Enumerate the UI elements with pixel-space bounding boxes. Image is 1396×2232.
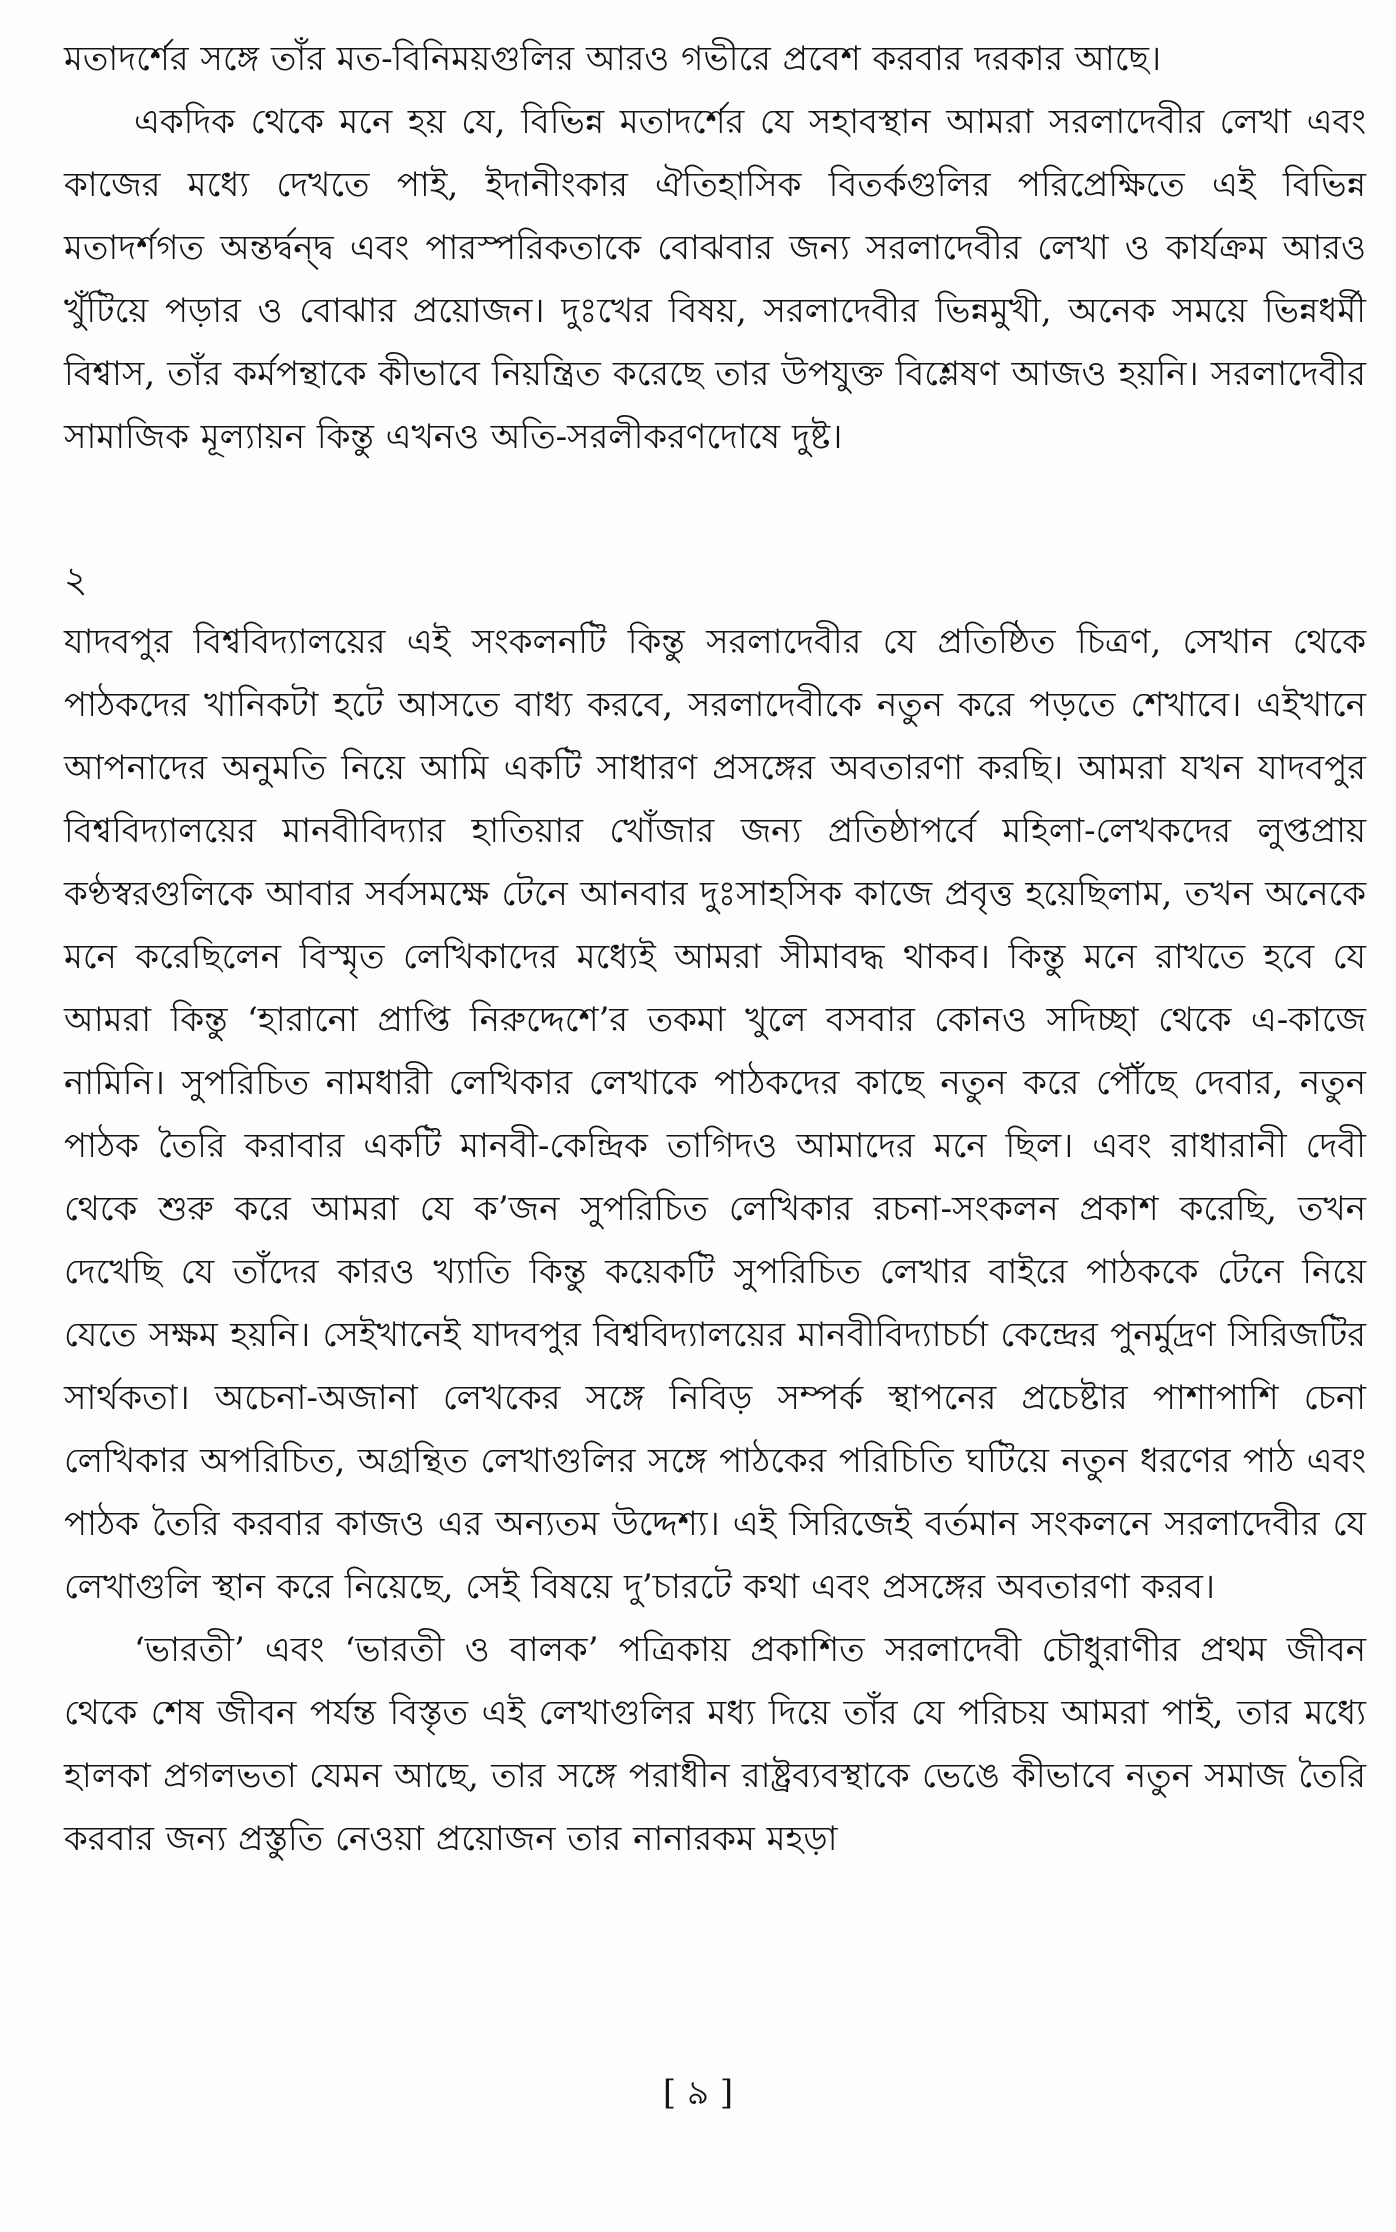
paragraph-jadavpur-collection: যাদবপুর বিশ্ববিদ্যালয়ের এই সংকলনটি কিন্তু সরলাদেবীর যে প্রতিষ্ঠিত চিত্রণ, সেখান থেকে পাঠকদের খানিকটা হটে আসতে বাধ্য করবে, সরলাদেবীকে নতুন করে পড়তে শেখাবে। এইখানে আপনাদের অনুমতি নিয়ে আমি একটি সাধারণ প্রসঙ্গের অবতারণা করছি। আমরা যখন যাদবপুর বিশ্ববিদ্যালয়ের মানবীবিদ্যার হাতিয়ার খোঁজার জন্য প্রতিষ্ঠাপর্বে মহিলা-লেখকদের লুপ্তপ্রায় কণ্ঠস্বরগুলিকে আবার সর্বসমক্ষে টেনে আনবার দুঃসাহসিক কাজে প্রবৃত্ত হয়েছিলাম, তখন অনেকে মনে করেছিলেন বিস্মৃত লেখিকাদের মধ্যেই আমরা সীমাবদ্ধ থাকব। কিন্তু মনে রাখতে হবে যে আমরা কিন্তু ‘হারানো প্রাপ্তি নিরুদ্দেশে’র তকমা খুলে বসবার কোনও সদিচ্ছা থেকে এ-কাজে নামিনি। সুপরিচিত নামধারী লেখিকার লেখাকে পাঠকদের কাছে নতুন করে পৌঁছে দেবার, নতুন পাঠক তৈরি করাবার একটি মানবী-কেন্দ্রিক তাগিদও আমাদের মনে ছিল। এবং রাধারানী দেবী থেকে শুরু করে আমরা যে ক’জন সুপরিচিত লেখিকার রচনা-সংকলন প্রকাশ করেছি, তখন দেখেছি যে তাঁদের কারও খ্যাতি কিন্তু কয়েকটি সুপরিচিত লেখার বাইরে পাঠককে টেনে নিয়ে যেতে সক্ষম হয়নি। সেইখানেই যাদবপুর বিশ্ববিদ্যালয়ের মানবীবিদ্যাচর্চা কেন্দ্রের পুনর্মুদ্রণ সিরিজটির সার্থকতা। অচেনা-অজানা লেখকের সঙ্গে নিবিড় সম্পর্ক স্থাপনের প্রচেষ্টার পাশাপাশি চেনা লেখিকার অপরিচিত, অগ্রন্থিত লেখাগুলির সঙ্গে পাঠকের পরিচিতি ঘটিয়ে নতুন ধরণের পাঠ এবং পাঠক তৈরি করবার কাজও এর অন্যতম উদ্দেশ্য। এই সিরিজেই বর্তমান সংকলনে সরলাদেবীর যে লেখাগুলি স্থান করে নিয়েছে, সেই বিষয়ে দু’চারটে কথা এবং প্রসঙ্গের অবতারণা করব।: [64, 622, 1366, 1607]
paragraph-continuation: মতাদর্শের সঙ্গে তাঁর মত-বিনিময়গুলির আরও গভীরে প্রবেশ করবার দরকার আছে।: [64, 39, 1162, 79]
section-two-body: [64, 611, 1366, 1871]
page-number: [ ৯ ]: [662, 2073, 734, 2113]
paragraph-ideology-coexistence: একদিক থেকে মনে হয় যে, বিভিন্ন মতাদর্শের যে সহাবস্থান আমরা সরলাদেবীর লেখা এবং কাজের মধ্যে দেখতে পাই, ইদানীংকার ঐতিহাসিক বিতর্কগুলির পরিপ্রেক্ষিতে এই বিভিন্ন মতাদর্শগত অন্তর্দ্বন্দ্ব এবং পারস্পরিকতাকে বোঝবার জন্য সরলাদেবীর লেখা ও কার্যক্রম আরও খুঁটিয়ে পড়ার ও বোঝার প্রয়োজন। দুঃখের বিষয়, সরলাদেবীর ভিন্নমুখী, অনেক সময়ে ভিন্নধর্মী বিশ্বাস, তাঁর কর্মপন্থাকে কীভাবে নিয়ন্ত্রিত করেছে তার উপযুক্ত বিশ্লেষণ আজও হয়নি। সরলাদেবীর সামাজিক মূল্যায়ন কিন্তু এখনও অতি-সরলীকরণদোষে দুষ্ট।: [64, 102, 1366, 457]
section-number: ২: [64, 560, 88, 601]
paragraph-bharati-writings: ‘ভারতী’ এবং ‘ভারতী ও বালক’ পত্রিকায় প্রকাশিত সরলাদেবী চৌধুরাণীর প্রথম জীবন থেকে শেষ জীবন পর্যন্ত বিস্তৃত এই লেখাগুলির মধ্য দিয়ে তাঁর যে পরিচয় আমরা পাই, তার মধ্যে হালকা প্রগলভতা যেমন আছে, তার সঙ্গে পরাধীন রাষ্ট্রব্যবস্থাকে ভেঙে কীভাবে নতুন সমাজ তৈরি করবার জন্য প্রস্তুতি নেওয়া প্রয়োজন তার নানারকম মহড়া: [64, 1630, 1366, 1859]
top-section: [64, 28, 1366, 469]
